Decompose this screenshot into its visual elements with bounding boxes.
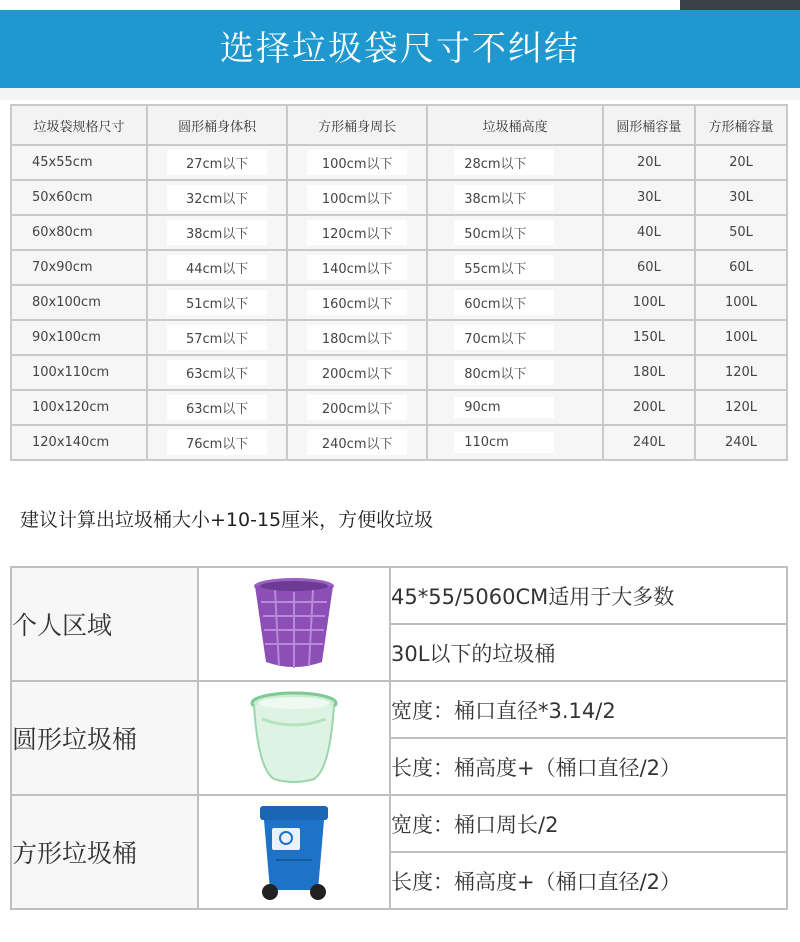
page-title: 选择垃圾袋尺寸不纠结 xyxy=(220,29,580,69)
cell-value: 160cm以下 xyxy=(307,290,407,315)
cell-value: 240L xyxy=(632,435,665,450)
cell-value: 51cm以下 xyxy=(167,290,267,315)
cell-value: 38cm以下 xyxy=(454,185,554,210)
table-cell xyxy=(427,145,603,180)
zone-line: 长度：桶高度+（桶口直径/2） xyxy=(390,738,787,795)
table-cell xyxy=(147,285,287,320)
table-row xyxy=(11,285,787,320)
table-cell xyxy=(147,145,287,180)
table-cell xyxy=(603,320,695,355)
cell-value: 200L xyxy=(632,400,665,415)
round-bin-icon xyxy=(199,691,389,785)
table-cell xyxy=(427,320,603,355)
table-row xyxy=(11,355,787,390)
table-cell xyxy=(603,145,695,180)
cell-value: 44cm以下 xyxy=(167,255,267,280)
table-cell xyxy=(11,215,147,250)
table-cell xyxy=(427,180,603,215)
cell-value: 100L xyxy=(632,295,665,310)
table-cell xyxy=(427,285,603,320)
cell-value: 100L xyxy=(724,330,757,345)
cell-value: 50x60cm xyxy=(32,190,93,205)
table-cell xyxy=(695,145,787,180)
table-cell xyxy=(11,390,147,425)
cell-value: 70cm以下 xyxy=(454,325,554,350)
table-row xyxy=(11,425,787,460)
table-cell xyxy=(147,320,287,355)
table-cell xyxy=(427,390,603,425)
zone-row xyxy=(11,795,787,852)
column-header: 圆形桶身体积 xyxy=(147,105,287,145)
table-cell xyxy=(695,390,787,425)
cell-value: 63cm以下 xyxy=(167,360,267,385)
table-cell xyxy=(11,320,147,355)
cell-value: 20L xyxy=(729,155,753,170)
spacer xyxy=(0,88,800,100)
cell-value: 63cm以下 xyxy=(167,395,267,420)
table-row xyxy=(11,320,787,355)
table-cell xyxy=(11,250,147,285)
zone-label: 个人区域 xyxy=(11,567,198,681)
size-table-body xyxy=(11,145,787,460)
cell-value: 120L xyxy=(724,365,757,380)
top-strip-dark xyxy=(680,0,800,10)
zone-image-cell xyxy=(198,795,390,909)
size-table xyxy=(10,104,788,461)
table-cell xyxy=(603,355,695,390)
cell-value: 27cm以下 xyxy=(167,150,267,175)
table-cell xyxy=(287,215,427,250)
table-row xyxy=(11,145,787,180)
cell-value: 55cm以下 xyxy=(454,255,554,280)
page-title-banner xyxy=(0,10,800,88)
table-cell xyxy=(603,285,695,320)
cell-value: 100cm以下 xyxy=(307,150,407,175)
zone-label: 方形垃圾桶 xyxy=(11,795,198,909)
table-cell xyxy=(147,215,287,250)
cell-value: 100cm以下 xyxy=(307,185,407,210)
table-cell xyxy=(287,390,427,425)
cell-value: 200cm以下 xyxy=(307,360,407,385)
table-cell xyxy=(695,320,787,355)
cell-value: 110cm xyxy=(454,432,554,453)
table-cell xyxy=(603,250,695,285)
cell-value: 90cm xyxy=(454,397,554,418)
table-cell xyxy=(695,180,787,215)
cell-value: 200cm以下 xyxy=(307,395,407,420)
table-cell xyxy=(11,180,147,215)
cell-value: 20L xyxy=(637,155,661,170)
cell-value: 150L xyxy=(632,330,665,345)
cell-value: 140cm以下 xyxy=(307,255,407,280)
cell-value: 120L xyxy=(724,400,757,415)
cell-value: 38cm以下 xyxy=(167,220,267,245)
cell-value: 40L xyxy=(637,225,661,240)
table-cell xyxy=(603,215,695,250)
cell-value: 80cm以下 xyxy=(454,360,554,385)
cell-value: 60L xyxy=(729,260,753,275)
zone-label: 圆形垃圾桶 xyxy=(11,681,198,795)
column-header: 垃圾袋规格尺寸 xyxy=(11,105,147,145)
table-cell xyxy=(695,215,787,250)
zone-image-cell xyxy=(198,681,390,795)
table-header-row xyxy=(11,105,787,145)
zone-line: 长度：桶高度+（桶口直径/2） xyxy=(390,852,787,909)
cell-value: 45x55cm xyxy=(32,155,93,170)
zone-line: 30L以下的垃圾桶 xyxy=(390,624,787,681)
table-cell xyxy=(147,390,287,425)
cell-value: 80x100cm xyxy=(32,295,101,310)
table-cell xyxy=(147,425,287,460)
table-row xyxy=(11,390,787,425)
purple-basket-icon xyxy=(199,576,389,672)
table-row xyxy=(11,180,787,215)
cell-value: 90x100cm xyxy=(32,330,101,345)
table-cell xyxy=(147,355,287,390)
cell-value: 180L xyxy=(632,365,665,380)
zone-image-cell xyxy=(198,567,390,681)
cell-value: 60x80cm xyxy=(32,225,93,240)
cell-value: 100x120cm xyxy=(32,400,110,415)
table-row xyxy=(11,215,787,250)
table-cell xyxy=(695,355,787,390)
zone-line: 45*55/5060CM适用于大多数 xyxy=(390,567,787,624)
column-header: 圆形桶容量 xyxy=(603,105,695,145)
zone-line: 宽度：桶口周长/2 xyxy=(390,795,787,852)
table-cell xyxy=(427,355,603,390)
cell-value: 30L xyxy=(729,190,753,205)
cell-value: 70x90cm xyxy=(32,260,93,275)
table-cell xyxy=(287,425,427,460)
column-header: 垃圾桶高度 xyxy=(427,105,603,145)
table-cell xyxy=(603,425,695,460)
table-cell xyxy=(427,215,603,250)
table-cell xyxy=(147,250,287,285)
cell-value: 30L xyxy=(637,190,661,205)
cell-value: 28cm以下 xyxy=(454,150,554,175)
cell-value: 50L xyxy=(729,225,753,240)
column-header: 方形桶身周长 xyxy=(287,105,427,145)
cell-value: 240L xyxy=(724,435,757,450)
cell-value: 100x110cm xyxy=(32,365,110,380)
top-strip xyxy=(0,0,800,10)
table-cell xyxy=(287,250,427,285)
cell-value: 57cm以下 xyxy=(167,325,267,350)
cell-value: 32cm以下 xyxy=(167,185,267,210)
table-cell xyxy=(287,180,427,215)
table-cell xyxy=(603,390,695,425)
cell-value: 240cm以下 xyxy=(307,430,407,455)
cell-value: 100L xyxy=(724,295,757,310)
zone-row xyxy=(11,567,787,624)
wheelie-bin-icon xyxy=(199,802,389,902)
zone-line: 宽度：桶口直径*3.14/2 xyxy=(390,681,787,738)
table-cell xyxy=(695,285,787,320)
advice-text: 建议计算出垃圾桶大小+10-15厘米，方便收垃圾 xyxy=(20,509,434,531)
zone-row xyxy=(11,681,787,738)
cell-value: 60cm以下 xyxy=(454,290,554,315)
table-row xyxy=(11,250,787,285)
cell-value: 76cm以下 xyxy=(167,430,267,455)
table-cell xyxy=(287,320,427,355)
table-cell xyxy=(427,250,603,285)
column-header: 方形桶容量 xyxy=(695,105,787,145)
table-cell xyxy=(427,425,603,460)
table-cell xyxy=(287,355,427,390)
cell-value: 120x140cm xyxy=(32,435,110,450)
table-cell xyxy=(695,425,787,460)
table-cell xyxy=(287,285,427,320)
table-cell xyxy=(147,180,287,215)
table-cell xyxy=(287,145,427,180)
table-cell xyxy=(695,250,787,285)
zone-table xyxy=(10,566,788,910)
table-cell xyxy=(11,355,147,390)
cell-value: 120cm以下 xyxy=(307,220,407,245)
cell-value: 50cm以下 xyxy=(454,220,554,245)
table-cell xyxy=(11,285,147,320)
table-cell xyxy=(603,180,695,215)
cell-value: 180cm以下 xyxy=(307,325,407,350)
cell-value: 60L xyxy=(637,260,661,275)
table-cell xyxy=(11,425,147,460)
table-cell xyxy=(11,145,147,180)
